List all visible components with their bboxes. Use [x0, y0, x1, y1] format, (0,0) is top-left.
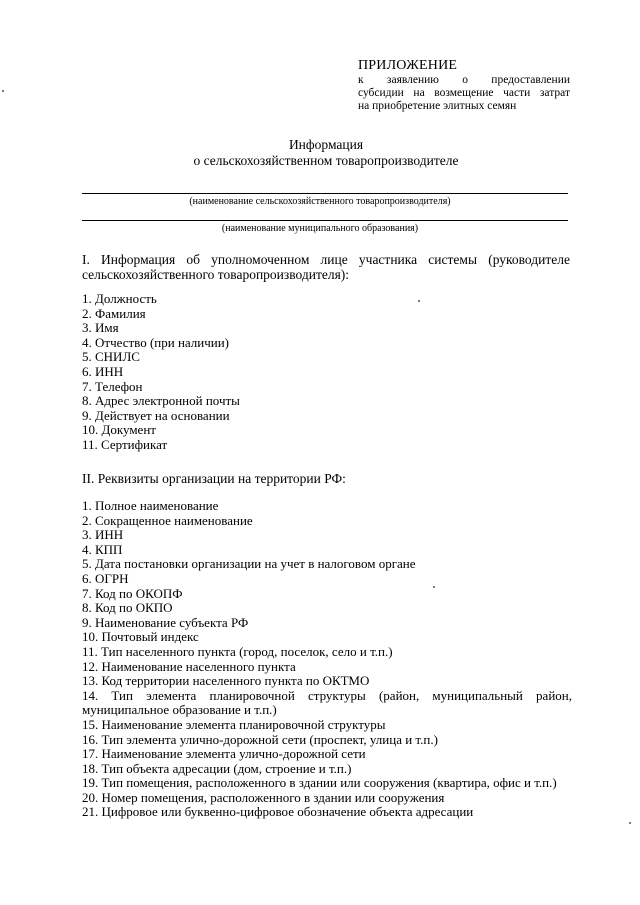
appendix-block [358, 58, 570, 113]
section-2-title: II. Реквизиты организации на территории РФ: [82, 471, 346, 486]
list-item: 9. Наименование субъекта РФ [82, 614, 249, 630]
scan-speck [2, 90, 4, 92]
section-1-title: I. Информация об уполномоченном лице участника системы (руководителе сельскохозяйственного товаропроизводителя): [82, 252, 570, 282]
list-item: 21. Цифровое или буквенно-цифровое обозначение объекта адресации [82, 804, 474, 820]
list-item: 2. Сокращенное наименование [82, 512, 253, 528]
list-item [82, 689, 572, 718]
list-item: 17. Наименование элемента улично-дорожной сети [82, 746, 366, 762]
list-item: 15. Наименование элемента планировочной структуры [82, 716, 386, 732]
municipality-name-line [82, 220, 568, 221]
section-2-list [82, 499, 572, 820]
list-item: 6. ОГРН [82, 570, 129, 586]
list-item: 18. Тип объекта адресации (дом, строение и т.п.) [82, 760, 352, 776]
list-item: 1. Должность [82, 291, 157, 306]
appendix-line-1: к заявлению о предоставлении [358, 74, 570, 86]
list-item: 4. КПП [82, 541, 123, 557]
list-item: 3. ИНН [82, 527, 124, 543]
list-item: 7. Телефон [82, 378, 143, 394]
list-item: 4. Отчество (при наличии) [82, 334, 230, 350]
document-title: Информация [288, 137, 364, 152]
list-item: 13. Код территории населенного пункта по ОКТМО [82, 673, 370, 689]
list-item: 11. Тип населенного пункта (город, поселок, село и т.п.) [82, 643, 393, 659]
list-item: 5. СНИЛС [82, 349, 140, 365]
list-item: 12. Наименование населенного пункта [82, 658, 296, 674]
list-item: 8. Код по ОКПО [82, 600, 173, 616]
scan-speck [629, 822, 631, 824]
list-item: 5. Дата постановки организации на учет в налоговом органе [82, 556, 416, 572]
producer-name-caption: (наименование сельскохозяйственного товаропроизводителя) [189, 196, 451, 207]
list-item: 1. Полное наименование [82, 498, 219, 513]
list-item-line-2: муниципальное образование и т.п.) [82, 702, 277, 718]
section-1-list [82, 292, 572, 453]
list-item: 6. ИНН [82, 363, 124, 379]
list-item: 19. Тип помещения, расположенного в здании или сооружения (квартира, офис и т.п.) [82, 775, 557, 791]
scan-speck [433, 586, 435, 588]
document-subtitle: о сельскохозяйственном товаропроизводителе [193, 153, 459, 168]
list-item: 10. Документ [82, 422, 156, 438]
list-item: 7. Код по ОКОПФ [82, 585, 183, 601]
scan-speck [418, 300, 420, 302]
list-item: 2. Фамилия [82, 305, 146, 321]
list-item: 10. Почтовый индекс [82, 629, 199, 645]
list-item: 3. Имя [82, 320, 119, 336]
municipality-name-caption: (наименование муниципального образования) [221, 223, 419, 234]
list-item: 9. Действует на основании [82, 407, 230, 423]
appendix-line-2: субсидии на возмещение части затрат [358, 87, 570, 99]
appendix-title: ПРИЛОЖЕНИЕ [358, 58, 458, 73]
list-item: 20. Номер помещения, расположенного в здании или сооружения [82, 789, 445, 805]
list-item: 16. Тип элемента улично-дорожной сети (проспект, улица и т.п.) [82, 731, 438, 747]
list-item-line-1: 14. Тип элемента планировочной структуры (район, муниципальный район, [82, 687, 572, 703]
producer-name-line [82, 193, 568, 194]
appendix-line-3: на приобретение элитных семян [358, 100, 517, 112]
list-item: 11. Сертификат [82, 436, 168, 452]
list-item: 8. Адрес электронной почты [82, 393, 240, 409]
